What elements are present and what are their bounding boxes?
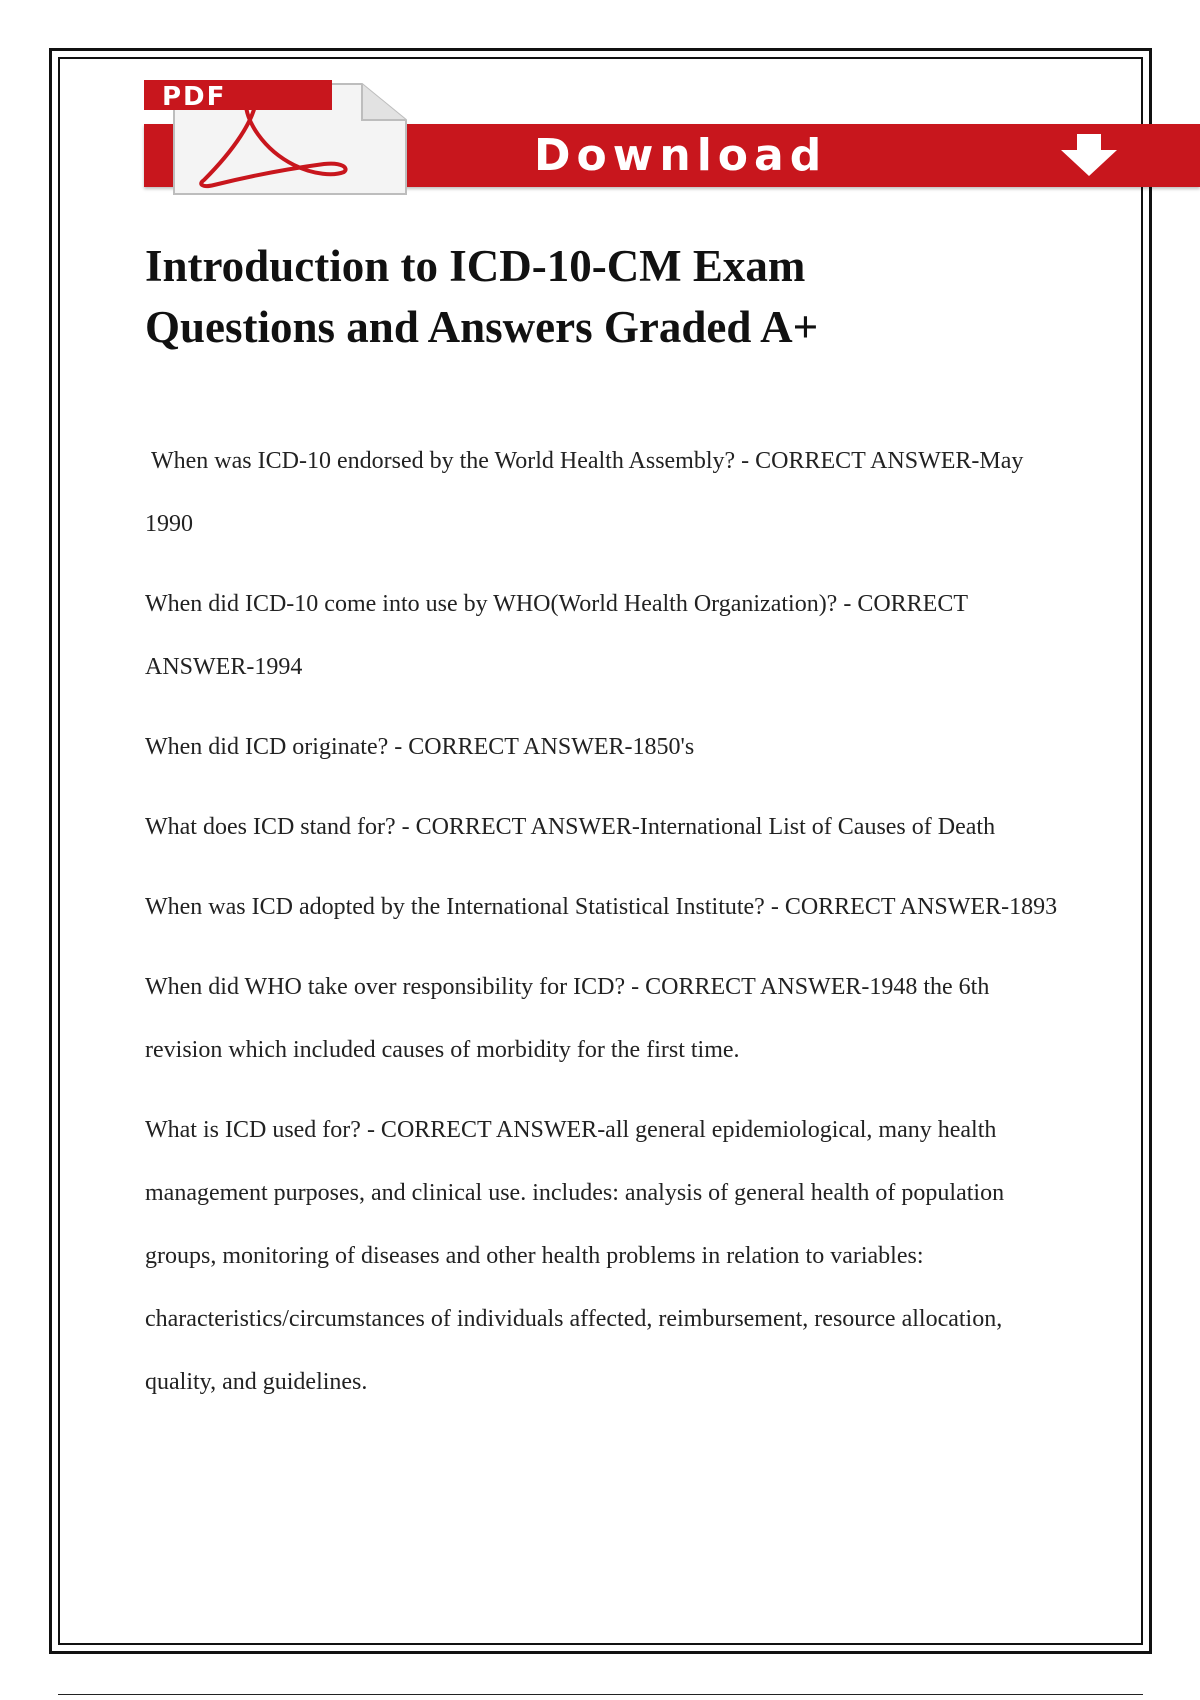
pdf-file-icon	[144, 80, 419, 198]
bottom-rule	[58, 1694, 1143, 1695]
qa-item: When did ICD originate? - CORRECT ANSWER-1850's	[145, 734, 695, 760]
title-line-2: Questions and Answers Graded A+	[145, 302, 819, 352]
download-arrow-icon[interactable]	[1049, 132, 1129, 180]
pdf-badge-label: PDF	[162, 82, 227, 112]
qa-list	[145, 430, 1070, 1431]
document-title	[145, 236, 1045, 358]
pdf-download-banner[interactable]	[144, 80, 1200, 198]
download-label[interactable]: Download	[534, 130, 828, 181]
qa-item: When was ICD adopted by the International Statistical Institute? - CORRECT ANSWER-1893	[145, 894, 1058, 920]
title-line-1: Introduction to ICD-10-CM Exam	[145, 241, 806, 291]
qa-item: What is ICD used for? - CORRECT ANSWER-all general epidemiological, many health management purposes, and clinical use. includes: analysis of general health of population groups, monitoring of diseases and other health problems in relation to variables: characteristics/circumstances of individuals affected, reimbursement, resource allocation, quality, and guidelines.	[145, 1117, 1005, 1395]
qa-item: When was ICD-10 endorsed by the World Health Assembly? - CORRECT ANSWER-May 1990	[145, 448, 1024, 537]
qa-item: When did ICD-10 come into use by WHO(World Health Organization)? - CORRECT ANSWER-1994	[145, 591, 968, 680]
qa-item: What does ICD stand for? - CORRECT ANSWER-International List of Causes of Death	[145, 814, 996, 840]
qa-item: When did WHO take over responsibility for ICD? - CORRECT ANSWER-1948 the 6th revision which included causes of morbidity for the first time.	[145, 974, 990, 1063]
